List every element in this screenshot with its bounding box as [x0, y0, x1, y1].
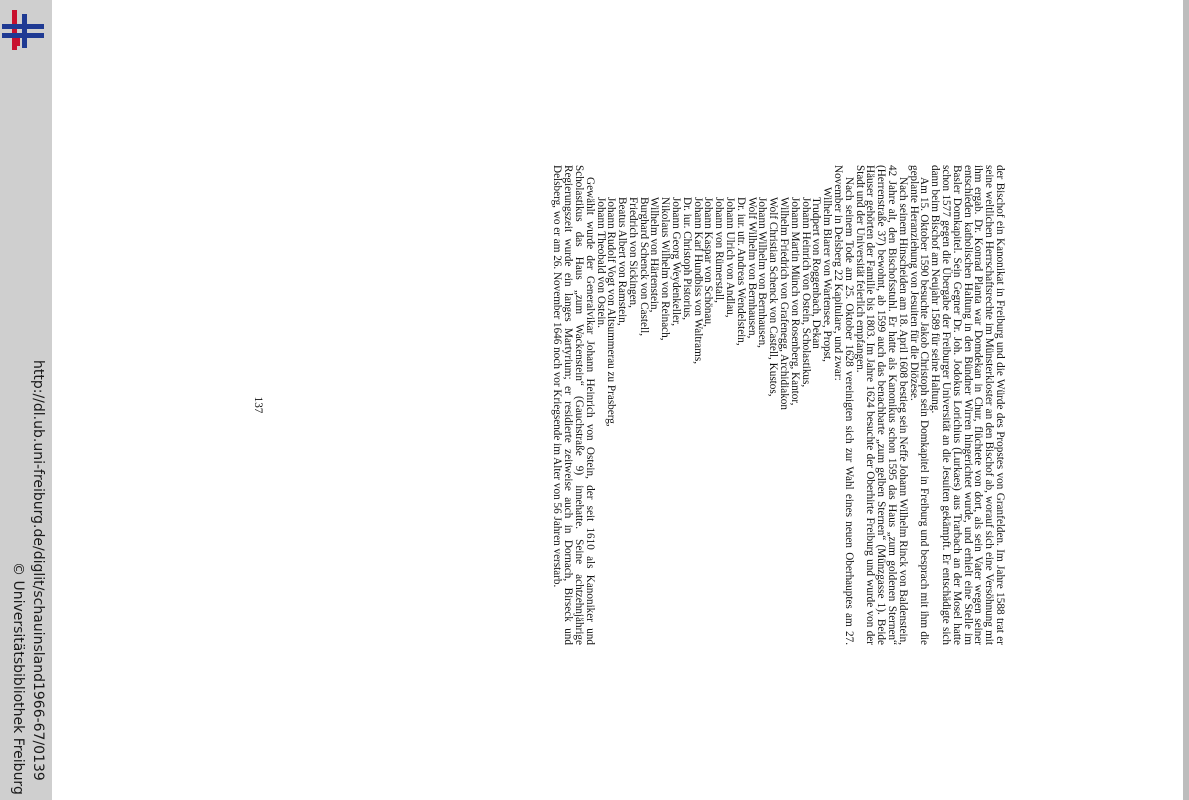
- list-item: Johann Kaspar von Schönau,: [702, 197, 715, 327]
- list-item: Wilhelm von Härtenstein,: [648, 197, 661, 313]
- document-url[interactable]: http://dl.ub.uni-freiburg.de/diglit/schauinsland1966-67/0139: [30, 360, 46, 781]
- list-item: Burghard Schenck von Castell,: [637, 197, 650, 336]
- paragraph: der Bischof ein Kanonikat in Freiburg und die Würde des Propstes von Granfelden. Im Jahre 1588 trat er seine weltlichen Herrschaftsrechte im Münsterkloster an den Bischof ab, worauf sich eine Versöhnung mit ihm ergab. Dr. Konrad Planta war Domdekan in Chur, flüchtete von dort, als sein Vater wegen seiner entschieden katholischen Haltung in den Bündner Wirren hingerichtet wurde, und erhielt eine Stelle im Basler Domkapitel. Sein Gegner Dr. Joh. Jodokus Lorichius (Lurkaes) aus Trarbach an der Mosel hatte schon 1577 gegen die Übergabe der Freiburger Universität an die Jesuiten gekämpft. Er entschädigte sich dann beim Bischof am Neujahr 1589 für seine Haltung.: [929, 165, 1006, 645]
- list-item: Johann Theobald von Ostein.: [594, 197, 607, 328]
- list-item: Friedrich von Sickingen,: [626, 197, 639, 308]
- paragraph: Nach seinem Tode am 25. Oktober 1628 vereinigten sich zur Wahl eines neuen Oberhauptes am 27. November in Delsberg 22 Kapitulare, und zwar:: [832, 165, 855, 645]
- list-item: Wolf Christian Schenck von Castell, Kustos,: [767, 197, 780, 397]
- list-item: Johann Rudolf Vogt von Altsummerau zu Prasberg,: [605, 197, 618, 427]
- list-item: Nikolaus Wilhelm von Reinach,: [659, 197, 672, 341]
- list-item: Johann Martin Münch von Rosenberg, Kantor,: [788, 197, 801, 406]
- list-item: Beatus Albert von Ramstein,: [616, 197, 629, 326]
- list-item: Johann Karl Hundbiss von Waltrams,: [691, 197, 704, 364]
- paragraph: Am 15. Oktober 1590 besuchte Jakob Christoph sein Domkapitel in Freiburg und besprach mit ihm die geplante Heranziehung von Jesuiten für die Diözese.: [907, 165, 931, 645]
- list-item: Dr. iur. Christoph Pistorius,: [680, 197, 693, 321]
- ub-freiburg-logo-icon: [2, 8, 44, 50]
- list-item: Wolf Wilhelm von Bernhausen,: [745, 197, 758, 339]
- list-item: Johann von Rümerstall,: [713, 197, 726, 303]
- paragraph: Nach seinem Hinscheiden am 18. April 1608 bestieg sein Neffe Johann Wilhelm Rinck von Baldenstein, 42 Jahre alt, den Bischofsstuhl. Er hatte als Kanonikus schon 1595 das Haus „zum goldenen Sternen“ (Herrenstraße 37) bewohnt, ab 1599 auch das benachbarte „zum gelben Sternen“ (Münzgasse 1). Beide Häuser gehörten der Familie bis 1803. Im Jahre 1624 besuchte der Oberhirte Freiburg und wurde von der Stadt und der Universität feierlich empfangen.: [853, 165, 909, 645]
- paragraph: Gewählt wurde der Generalvikar Johann Heinrich von Ostein, der seit 1610 als Kanoniker und Scholastikus das Haus „zum Wackenstein“ (Gauchstraße 9) innehatte. Seine achtzehnjährige Regierungszeit wurde ein langes Martyrium; er residierte zeitweise auch in Dornach, Birseck und Delsberg, wo er am 26. November 1646 noch vor Kriegsende im Alter von 56 Jahren verstarb.: [551, 165, 596, 645]
- page-number: 137: [252, 396, 264, 414]
- list-item: Wilhelm Blarer von Wartensee, Propst,: [821, 187, 834, 362]
- right-edge-scrollbar[interactable]: [1183, 0, 1189, 800]
- list-item: Johann Heinrich von Ostein, Scholastikus,: [799, 197, 812, 388]
- list-item: Wilhelm Friedrich von Grafenegg, Archidiakon: [778, 197, 791, 410]
- name-list: [595, 165, 833, 645]
- list-item: Johann Georg Weydenkeller,: [670, 197, 683, 327]
- copyright-notice: © Universitätsbibliothek Freiburg: [10, 562, 26, 795]
- rotated-page: [252, 165, 1006, 645]
- list-item: Johann Ulrich von Andlau,: [724, 197, 737, 318]
- list-item: Trudpert von Roggenbach, Dekan: [810, 197, 823, 349]
- sidebar: [0, 0, 52, 800]
- list-item: Johann Wilhelm von Bernhausen,: [756, 197, 769, 348]
- list-item: Dr. iur. utr. Andreas Wendelstein,: [734, 197, 747, 346]
